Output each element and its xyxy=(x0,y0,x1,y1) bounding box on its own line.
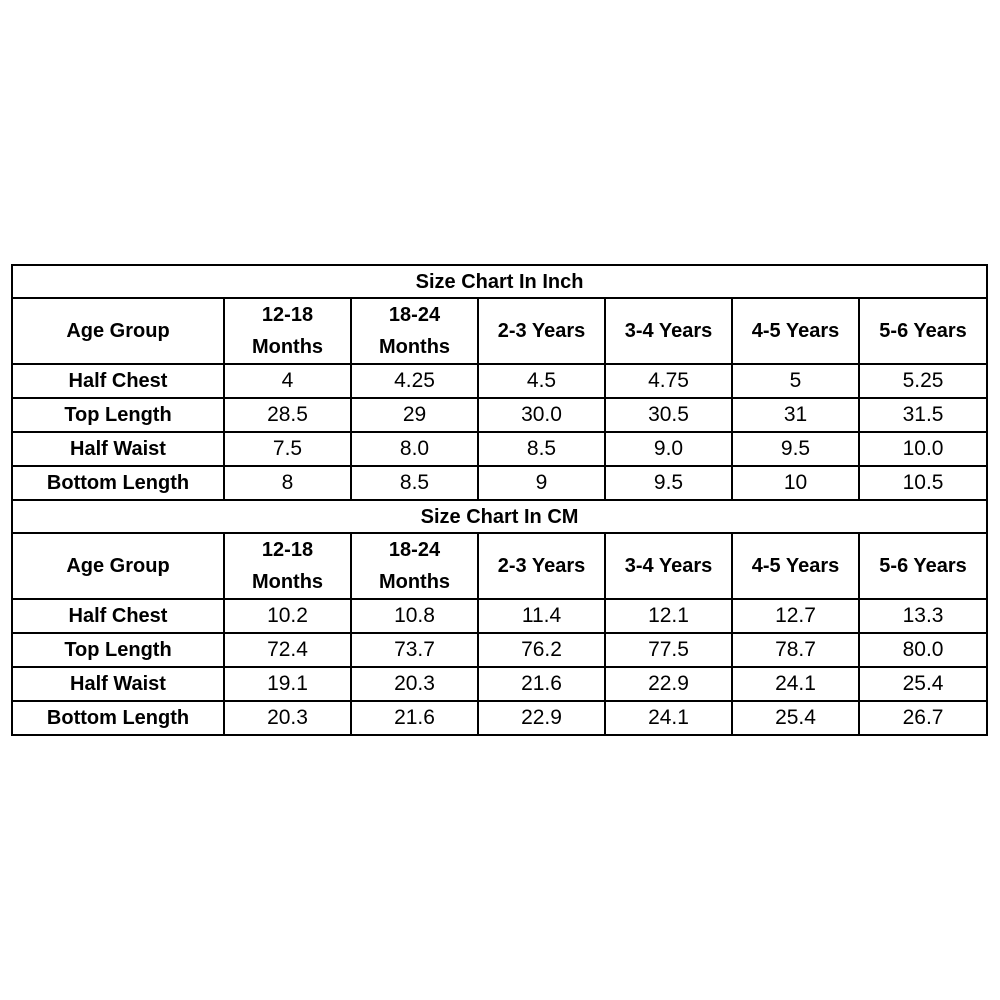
cm-age-group-header: Age Group xyxy=(12,533,224,599)
size-chart-body xyxy=(12,265,987,735)
table-row xyxy=(12,599,987,633)
column-header-line2: Months xyxy=(378,571,451,593)
cm-header-row xyxy=(12,533,987,599)
table-row xyxy=(12,364,987,398)
table-cell: 8 xyxy=(224,466,351,500)
cm-table-title: Size Chart In CM xyxy=(12,500,987,533)
table-cell: 21.6 xyxy=(351,701,478,735)
table-cell: 20.3 xyxy=(351,667,478,701)
column-header-line2: Months xyxy=(251,336,324,358)
table-cell: 8.5 xyxy=(351,466,478,500)
inch-column-header xyxy=(224,298,351,364)
column-header-line2: Months xyxy=(251,571,324,593)
table-cell: 28.5 xyxy=(224,398,351,432)
row-label: Bottom Length xyxy=(12,701,224,735)
table-cell: 8.5 xyxy=(478,432,605,466)
table-cell: 12.1 xyxy=(605,599,732,633)
table-cell: 19.1 xyxy=(224,667,351,701)
column-header-line1: 5-6 Years xyxy=(879,555,967,577)
table-cell: 9 xyxy=(478,466,605,500)
table-cell: 78.7 xyxy=(732,633,859,667)
table-cell: 76.2 xyxy=(478,633,605,667)
table-cell: 77.5 xyxy=(605,633,732,667)
cm-column-header xyxy=(478,533,605,599)
table-cell: 24.1 xyxy=(732,667,859,701)
table-cell: 25.4 xyxy=(859,667,987,701)
row-label: Half Waist xyxy=(12,432,224,466)
table-cell: 4.25 xyxy=(351,364,478,398)
size-chart-table xyxy=(11,264,988,736)
column-header-line1: 18-24 xyxy=(388,539,441,561)
inch-column-header xyxy=(605,298,732,364)
table-cell: 10.2 xyxy=(224,599,351,633)
table-cell: 4 xyxy=(224,364,351,398)
table-cell: 5 xyxy=(732,364,859,398)
inch-table-title: Size Chart In Inch xyxy=(12,265,987,298)
table-cell: 7.5 xyxy=(224,432,351,466)
cm-column-header xyxy=(351,533,478,599)
column-header-line1: 18-24 xyxy=(388,304,441,326)
inch-column-header xyxy=(351,298,478,364)
table-row xyxy=(12,701,987,735)
table-cell: 80.0 xyxy=(859,633,987,667)
row-label: Top Length xyxy=(12,633,224,667)
table-cell: 5.25 xyxy=(859,364,987,398)
table-row xyxy=(12,667,987,701)
table-cell: 9.0 xyxy=(605,432,732,466)
column-header-line1: 12-18 xyxy=(261,304,314,326)
table-cell: 31.5 xyxy=(859,398,987,432)
table-cell: 22.9 xyxy=(478,701,605,735)
cm-column-header xyxy=(732,533,859,599)
inch-age-group-header: Age Group xyxy=(12,298,224,364)
table-cell: 8.0 xyxy=(351,432,478,466)
table-cell: 72.4 xyxy=(224,633,351,667)
cm-column-header xyxy=(859,533,987,599)
inch-column-header xyxy=(732,298,859,364)
table-cell: 30.0 xyxy=(478,398,605,432)
table-cell: 4.75 xyxy=(605,364,732,398)
table-cell: 25.4 xyxy=(732,701,859,735)
table-cell: 9.5 xyxy=(732,432,859,466)
table-row xyxy=(12,398,987,432)
row-label: Bottom Length xyxy=(12,466,224,500)
table-cell: 20.3 xyxy=(224,701,351,735)
column-header-line1: 3-4 Years xyxy=(624,320,713,342)
table-cell: 4.5 xyxy=(478,364,605,398)
table-row xyxy=(12,466,987,500)
column-header-line1: 3-4 Years xyxy=(624,555,713,577)
table-cell: 10 xyxy=(732,466,859,500)
table-cell: 10.0 xyxy=(859,432,987,466)
table-cell: 9.5 xyxy=(605,466,732,500)
table-cell: 10.5 xyxy=(859,466,987,500)
table-cell: 22.9 xyxy=(605,667,732,701)
table-cell: 30.5 xyxy=(605,398,732,432)
cm-title-row xyxy=(12,500,987,533)
column-header-line1: 2-3 Years xyxy=(497,320,586,342)
row-label: Half Waist xyxy=(12,667,224,701)
column-header-line2: Months xyxy=(378,336,451,358)
cm-column-header xyxy=(605,533,732,599)
table-cell: 29 xyxy=(351,398,478,432)
table-cell: 13.3 xyxy=(859,599,987,633)
table-cell: 12.7 xyxy=(732,599,859,633)
table-cell: 31 xyxy=(732,398,859,432)
table-cell: 21.6 xyxy=(478,667,605,701)
table-cell: 11.4 xyxy=(478,599,605,633)
row-label: Top Length xyxy=(12,398,224,432)
table-cell: 26.7 xyxy=(859,701,987,735)
cm-column-header xyxy=(224,533,351,599)
column-header-line1: 4-5 Years xyxy=(751,555,840,577)
inch-column-header xyxy=(859,298,987,364)
table-cell: 10.8 xyxy=(351,599,478,633)
table-row xyxy=(12,633,987,667)
table-cell: 73.7 xyxy=(351,633,478,667)
row-label: Half Chest xyxy=(12,599,224,633)
inch-title-row xyxy=(12,265,987,298)
inch-column-header xyxy=(478,298,605,364)
table-row xyxy=(12,432,987,466)
table-cell: 24.1 xyxy=(605,701,732,735)
column-header-line1: 5-6 Years xyxy=(879,320,967,342)
column-header-line1: 12-18 xyxy=(261,539,314,561)
column-header-line1: 2-3 Years xyxy=(497,555,586,577)
row-label: Half Chest xyxy=(12,364,224,398)
inch-header-row xyxy=(12,298,987,364)
column-header-line1: 4-5 Years xyxy=(751,320,840,342)
